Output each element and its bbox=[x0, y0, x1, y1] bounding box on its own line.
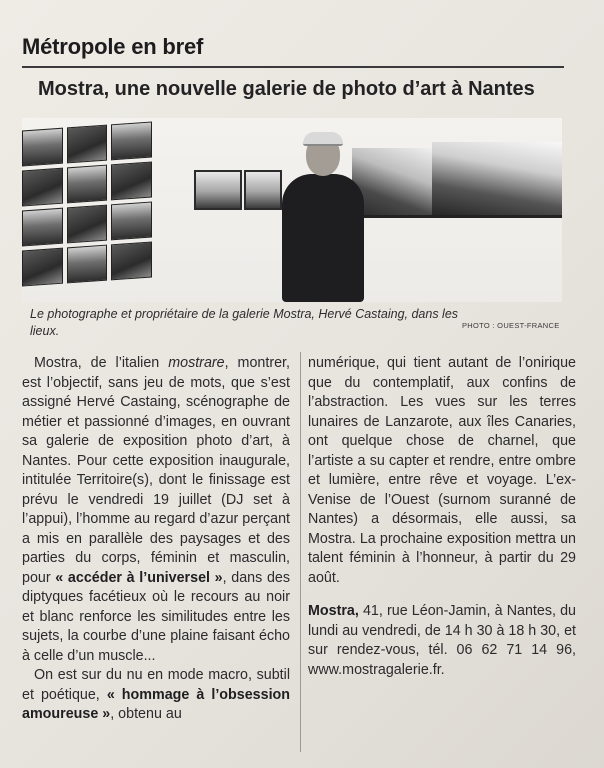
info-label: Mostra, bbox=[308, 603, 359, 619]
article-column-right bbox=[308, 354, 576, 680]
column-divider bbox=[300, 352, 301, 752]
text-run: , montrer, est l’objectif, sans jeu de mots, que s’est assigné Hervé Castaing, scénographe de métier et passionné d’images, en ouvrant sa galerie de exposition photo d’art, à Nantes. Pour cette exposition inaugurale, intitulée Territoire(s), dont le finissage est prévu le vendredi 19 juillet (DJ set à l’appui), l’homme au regard d’azur perçant a mis en parallèle des paysages et des parties du corps, féminin et masculin, pour bbox=[22, 355, 290, 586]
photo-tile bbox=[67, 205, 108, 244]
info-text: 41, rue Léon-Jamin, à Nantes, du lundi au vendredi, de 14 h 30 à 18 h 30, et sur rendez-vous, tél. 06 62 71 14 96, www.mostragalerie.fr. bbox=[308, 603, 576, 678]
photo-tile bbox=[22, 208, 63, 247]
text-run: , obtenu au bbox=[110, 706, 182, 722]
photo-tile bbox=[22, 128, 63, 167]
landscape-print bbox=[432, 142, 562, 218]
paragraph bbox=[22, 354, 290, 666]
article-photo bbox=[22, 118, 562, 302]
photo-grid-wall bbox=[22, 121, 152, 298]
section-title: Métropole en bref bbox=[22, 34, 204, 59]
photo-tile bbox=[67, 245, 108, 284]
quote-bold: « accéder à l’universel » bbox=[55, 569, 223, 586]
photo-tile bbox=[111, 201, 152, 240]
photo-tile bbox=[111, 161, 152, 200]
paragraph bbox=[22, 666, 290, 725]
text-run: Mostra, de l’italien bbox=[34, 355, 169, 371]
article-headline: Mostra, une nouvelle galerie de photo d’art à Nantes bbox=[38, 78, 535, 100]
photo-caption: Le photographe et propriétaire de la galerie Mostra, Hervé Castaing, dans les lieux. bbox=[30, 307, 459, 338]
italic-word: mostrare bbox=[168, 355, 225, 371]
photo-tile bbox=[111, 241, 152, 280]
photo-tile bbox=[67, 165, 108, 204]
photographer-figure bbox=[276, 134, 370, 302]
photo-tile bbox=[22, 248, 63, 287]
photo-tile bbox=[22, 168, 63, 207]
info-paragraph bbox=[308, 602, 576, 680]
framed-print bbox=[194, 170, 242, 210]
paragraph: numérique, qui tient autant de l’onirique que du contemplatif, aux confins de l’abstraction. Les vues sur les terres lunaires de Lanzarote, aux îles Canaries, ont quelque chose de charnel, que l’artiste a su capter et rendre, entre ombre et lumière, entre rêve et voyage. L’ex-Venise de l’Ouest (surnom suranné de Nantes) a désormais, elle aussi, sa Mostra. La prochaine exposition mettra un talent féminin à l’honneur, à partir du 29 août. bbox=[308, 355, 576, 586]
text-run: , dans des diptyques facétieux où le recours au noir et blanc renforce les similitudes entre les sujets, la courbe d’une plaine faisant écho à celle d’un muscle... bbox=[22, 569, 290, 664]
article-column-left bbox=[22, 354, 290, 725]
quote-bold: « hommage à l’obsession amoureuse » bbox=[22, 686, 291, 722]
figure-cap bbox=[303, 132, 343, 146]
photo-tile bbox=[67, 125, 108, 164]
section-rule bbox=[22, 66, 564, 68]
figure-body bbox=[282, 174, 364, 302]
text-run: On est sur du nu en mode macro, subtil et poétique, bbox=[22, 667, 290, 703]
photo-tile bbox=[111, 121, 152, 160]
photo-credit: PHOTO : OUEST-FRANCE bbox=[462, 321, 560, 330]
